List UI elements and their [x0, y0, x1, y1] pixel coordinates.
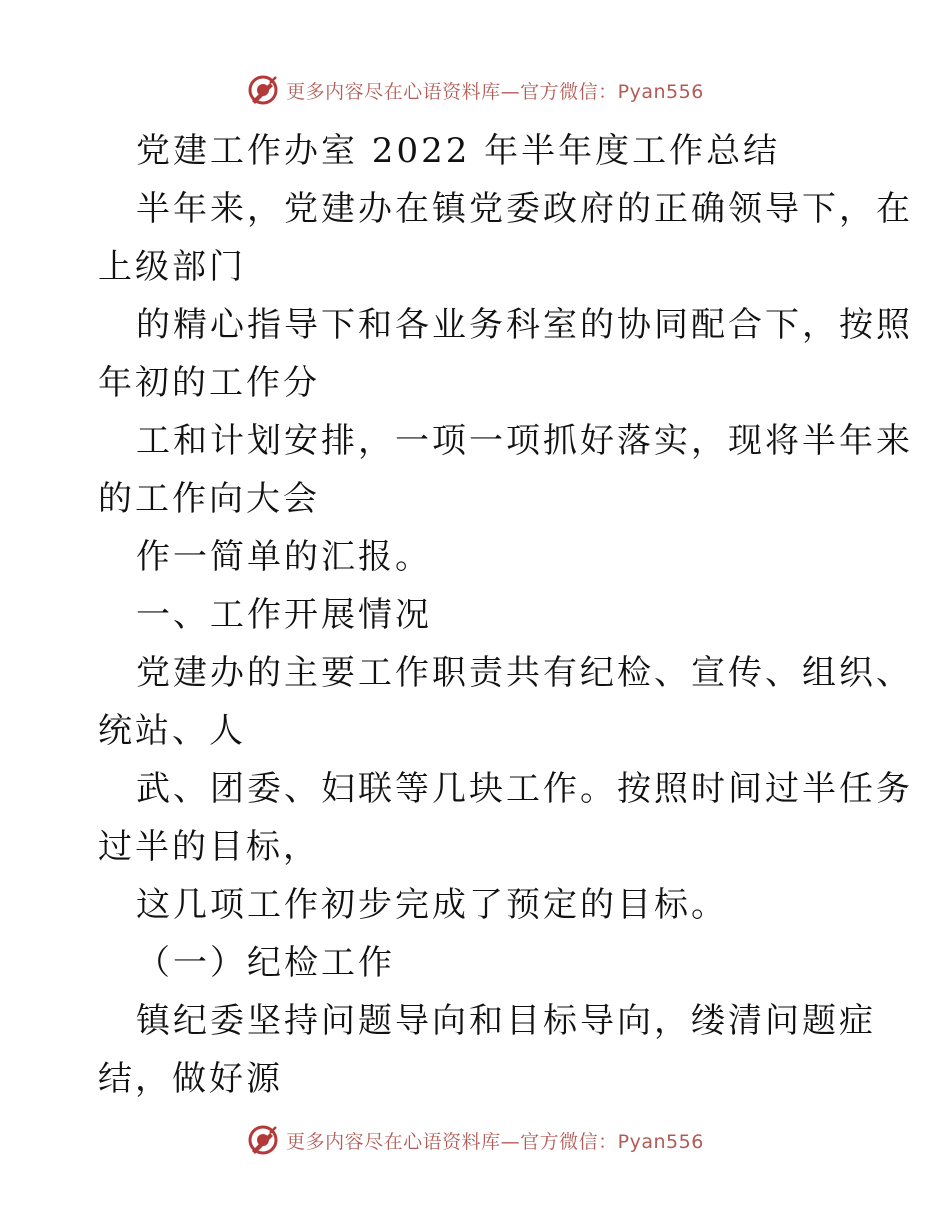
document-line: （一）纪检工作: [136, 943, 395, 983]
document-line: 党建工作办室 2022 年半年度工作总结: [136, 131, 781, 171]
document-line: 过半的目标，: [98, 827, 320, 867]
document-line: 统站、人: [98, 711, 246, 751]
document-line: 年初的工作分: [98, 363, 320, 403]
document-line: 结，做好源: [98, 1059, 283, 1099]
header-watermark-text: 更多内容尽在心语资料库—官方微信：Pyan556: [286, 80, 704, 103]
document-line: 一、工作开展情况: [136, 595, 432, 635]
document-line: 上级部门: [98, 247, 246, 287]
document-line: 党建办的主要工作职责共有纪检、宣传、组织、: [136, 653, 913, 693]
document-body: [98, 122, 913, 1108]
header-watermark-banner: [0, 70, 950, 110]
document-line: 作一简单的汇报。: [136, 537, 432, 577]
document-line: 这几项工作初步完成了预定的目标。: [136, 885, 728, 925]
document-line: 工和计划安排，一项一项抓好落实，现将半年来: [136, 421, 913, 461]
footer-watermark-text: 更多内容尽在心语资料库—官方微信：Pyan556: [286, 1130, 704, 1153]
pen-logo-icon: [246, 1123, 280, 1157]
document-line: 镇纪委坚持问题导向和目标导向，缕清问题症: [136, 1001, 876, 1041]
pen-logo-icon: [246, 73, 280, 107]
footer-watermark-banner: [0, 1120, 950, 1160]
document-line: 武、团委、妇联等几块工作。按照时间过半任务: [136, 769, 913, 809]
document-line: 的工作向大会: [98, 479, 320, 519]
document-line: 的精心指导下和各业务科室的协同配合下，按照: [136, 305, 913, 345]
document-line: 半年来，党建办在镇党委政府的正确领导下，在: [136, 189, 913, 229]
